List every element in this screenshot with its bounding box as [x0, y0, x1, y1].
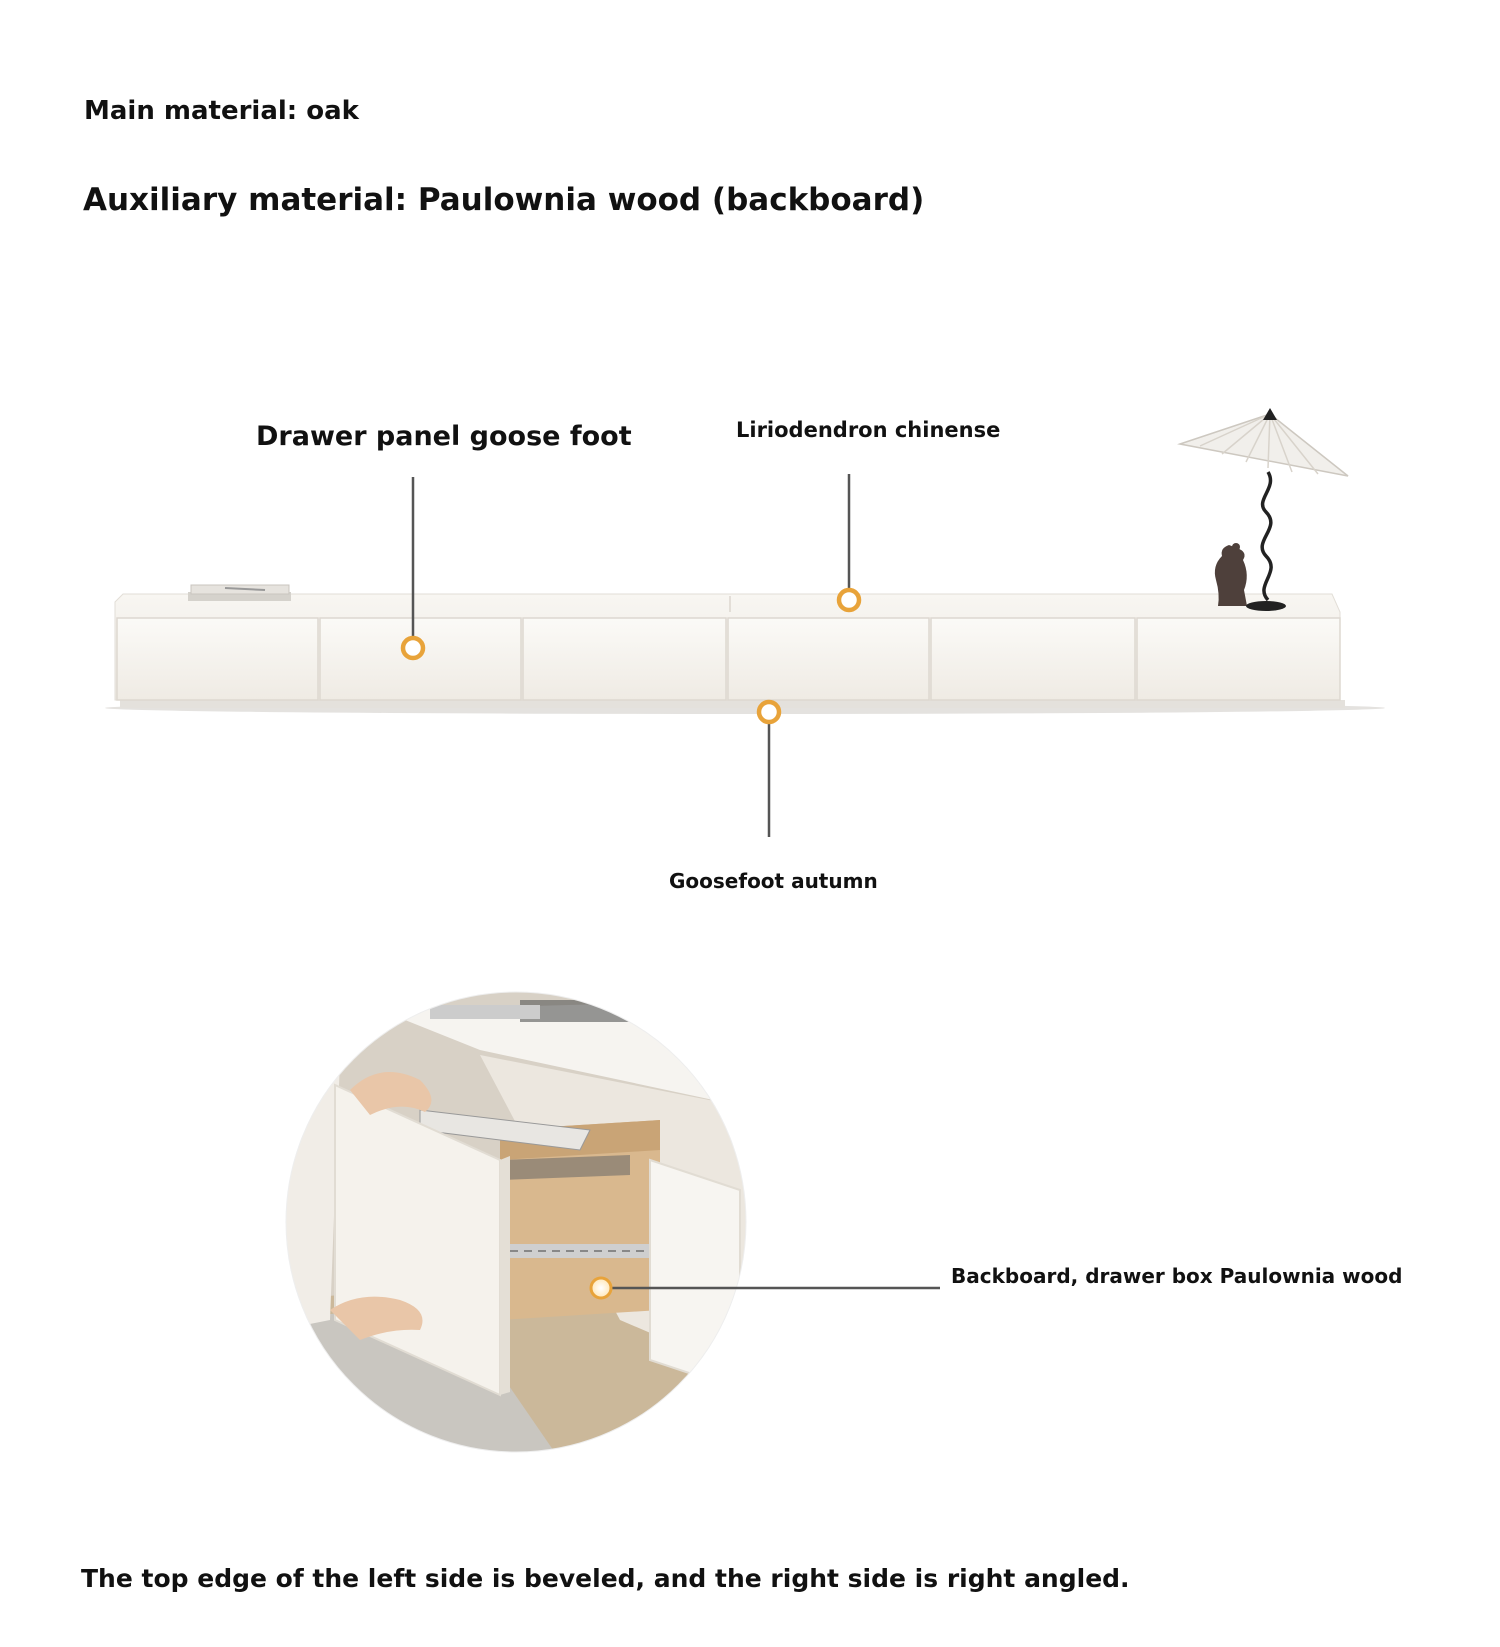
drawer-front — [320, 618, 521, 700]
table-lamp — [1180, 408, 1348, 611]
drawer-front — [117, 618, 318, 700]
label-backboard: Backboard, drawer box Paulownia wood — [951, 1264, 1403, 1288]
drawer-front — [931, 618, 1135, 700]
label-drawer-panel: Drawer panel goose foot — [256, 421, 632, 452]
tv-cabinet — [105, 408, 1385, 714]
drawer-front — [1137, 618, 1340, 700]
label-goosefoot: Goosefoot autumn — [669, 869, 878, 893]
footer-note: The top edge of the left side is beveled, and the right side is right angled. — [81, 1564, 1130, 1593]
marker-liriodendron — [839, 590, 859, 610]
bust-sculpture — [1215, 543, 1247, 606]
cabinet-plinth — [120, 700, 1345, 708]
magazines — [188, 585, 291, 601]
cabinet-drawers — [117, 618, 1340, 700]
drawer-front — [728, 618, 929, 700]
drawer-front — [523, 618, 726, 700]
label-liriodendron: Liriodendron chinense — [736, 418, 1001, 442]
marker-goosefoot — [759, 702, 779, 722]
marker-drawer — [403, 638, 423, 658]
main-material-text: Main material: oak — [84, 96, 359, 126]
marker-backboard — [591, 1278, 611, 1298]
auxiliary-material-text: Auxiliary material: Paulownia wood (backboard) — [83, 182, 925, 218]
